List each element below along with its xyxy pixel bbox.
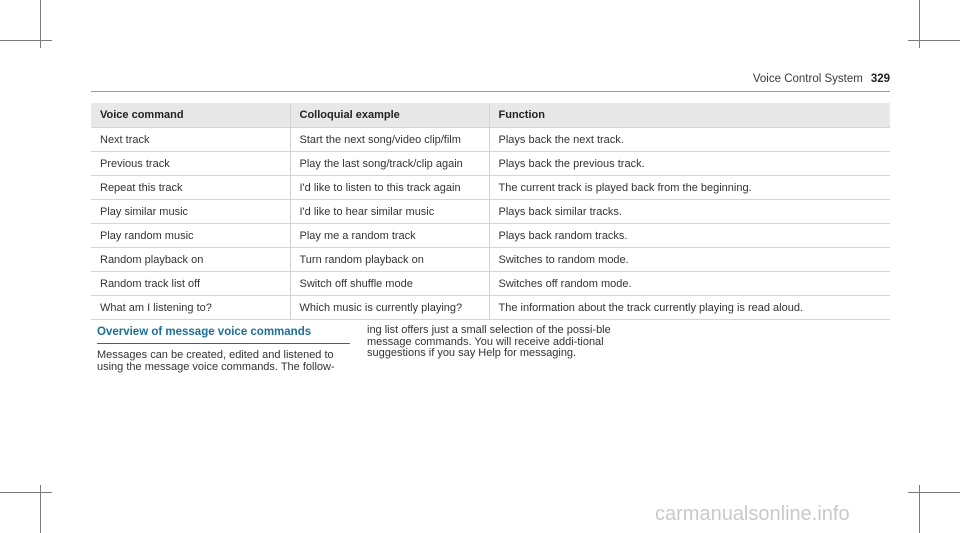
section-heading-underline — [97, 343, 350, 344]
table-row — [91, 128, 890, 152]
voice-command-cell: What am I listening to? — [91, 296, 290, 320]
colloquial-example-cell: Which music is currently playing? — [290, 296, 489, 320]
colloquial-example-cell: Play me a random track — [290, 224, 489, 248]
table-row — [91, 248, 890, 272]
function-cell: Plays back random tracks. — [489, 224, 890, 248]
column-header-voice-command: Voice command — [91, 103, 290, 128]
voice-command-cell: Random track list off — [91, 272, 290, 296]
function-cell: The current track is played back from the beginning. — [489, 176, 890, 200]
voice-command-table — [91, 103, 890, 320]
column-header-function: Function — [489, 103, 890, 128]
function-cell: Switches off random mode. — [489, 272, 890, 296]
colloquial-example-cell: I'd like to hear similar music — [290, 200, 489, 224]
crop-mark-top-right-h — [908, 40, 960, 41]
function-cell: Plays back similar tracks. — [489, 200, 890, 224]
colloquial-example-cell: Start the next song/video clip/film — [290, 128, 489, 152]
voice-command-cell: Repeat this track — [91, 176, 290, 200]
voice-command-cell: Play similar music — [91, 200, 290, 224]
table-header-row — [91, 103, 890, 128]
voice-command-cell: Play random music — [91, 224, 290, 248]
running-header — [600, 73, 890, 89]
table-row — [91, 224, 890, 248]
table-row — [91, 272, 890, 296]
colloquial-example-cell: Switch off shuffle mode — [290, 272, 489, 296]
voice-command-cell: Next track — [91, 128, 290, 152]
body-paragraph-right: ing list offers just a small selection of the possi-ble message commands. You will receive addi-tional suggestions if you say Help for messaging. — [367, 324, 611, 359]
table-row — [91, 176, 890, 200]
table-row — [91, 200, 890, 224]
watermark-text: carmanualsonline.info — [655, 503, 850, 525]
function-cell: Plays back the next track. — [489, 128, 890, 152]
section-heading: Overview of message voice commands — [97, 326, 312, 338]
table-row — [91, 152, 890, 176]
table-row — [91, 296, 890, 320]
header-rule — [91, 91, 890, 92]
page-number: 329 — [870, 73, 890, 85]
crop-mark-top-left-h — [0, 40, 52, 41]
voice-command-cell: Previous track — [91, 152, 290, 176]
colloquial-example-cell: Turn random playback on — [290, 248, 489, 272]
colloquial-example-cell: I'd like to listen to this track again — [290, 176, 489, 200]
crop-mark-bottom-left-h — [0, 492, 52, 493]
colloquial-example-cell: Play the last song/track/clip again — [290, 152, 489, 176]
voice-command-cell: Random playback on — [91, 248, 290, 272]
function-cell: Switches to random mode. — [489, 248, 890, 272]
function-cell: The information about the track currently playing is read aloud. — [489, 296, 890, 320]
running-header-title: Voice Control System — [752, 73, 863, 85]
body-paragraph-left: Messages can be created, edited and listened to using the message voice commands. The follow- — [97, 349, 335, 373]
column-header-colloquial-example: Colloquial example — [290, 103, 489, 128]
function-cell: Plays back the previous track. — [489, 152, 890, 176]
crop-mark-bottom-right-h — [908, 492, 960, 493]
